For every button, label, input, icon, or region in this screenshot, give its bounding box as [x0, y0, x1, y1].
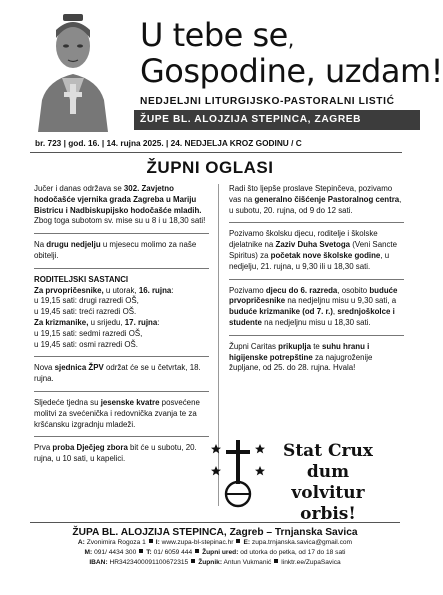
masthead [0, 0, 443, 132]
announcement-pilgrimage: Jučer i danas održava se 302. Zavjetno hodočašće vjernika grada Zagreba u Mariju Bistricu i Nadbiskupijsko hodočašće mladih. Zbog toga subotom sv. mise su u 8 i u 18,30 sati! [34, 184, 209, 234]
announcement-ember-days: Sljedeće tjedna su jesenske kvatre posvećene molitvi za svećenička i redovnička zvanja te za kršćansku izgradnju mladeži. [34, 398, 209, 437]
parish-banner: ŽUPE BL. ALOJZIJA STEPINCA, ZAGREB [134, 110, 420, 130]
list-item: u 19,45 sati: treći razredi OŠ. [34, 307, 137, 317]
list-item: u 19,15 sati: drugi razredi OŠ, [34, 296, 139, 306]
right-column [229, 184, 404, 386]
motto-line: dum volvitur [291, 462, 365, 503]
list-item: Za krizmanike, u srijedu, 17. rujna: [34, 317, 160, 327]
announcement-children-choir: Prva proba Dječjeg zbora bit će u subotu, 20. rujna, u 10 sati, u kapelici. [34, 443, 197, 464]
left-column [34, 184, 209, 477]
list-item: u 19,45 sati: osmi razredi OŠ. [34, 339, 138, 349]
footer-contact-line1: A: Zvonimira Rogoza 1 I: www.zupa-bl-stepinac.hr E: zupa.trnjanska.savica@gmail.com [77, 539, 353, 546]
email-link[interactable]: zupa.trnjanska.savica@gmail.com [251, 539, 353, 546]
list-item: Za prvopričesnike, u utorak, 16. rujna: [34, 285, 174, 295]
issue-info: br. 723 | god. 16. | 14. rujna 2025. | 24. NEDJELJA KROZ GODINU / C [35, 138, 302, 148]
linktree-link[interactable]: linktr.ee/ZupaSavica [281, 559, 341, 566]
parent-meetings-heading: RODITELJSKI SASTANCI [34, 274, 129, 284]
announcement-children-mass: Pozivamo djecu do 6. razreda, osobito buduće prvopričesnike na nedjeljnu misu u 9,30 sati, a buduće krizmanike (od 7. r.), srednjoškolce i studente na nedjeljnu misu u 18,30 sati. [229, 286, 404, 336]
motto [268, 441, 388, 525]
announcement-council: Nova sjednica ŽPV održat će se u četvrtak, 18. rujna. [34, 363, 209, 392]
motto-line: orbis! [300, 504, 356, 524]
portrait-image [28, 8, 118, 132]
list-item: u 19,15 sati: sedmi razredi OŠ, [34, 328, 143, 338]
announcement-family-prayer: Na drugu nedjelju u mjesecu molimo za naše obitelji. [34, 240, 209, 269]
footer-contact-line2: M: 091/ 4434 300 T: 01/ 6059 444 Župni ured: od utorka do petka, od 17 do 18 sati [84, 549, 346, 556]
masthead-title-line2: Gospodine, uzdam! [140, 52, 443, 90]
motto-line: Stat Crux [283, 441, 373, 461]
footer [30, 522, 400, 568]
announcement-cleaning: Radi što ljepše proslave Stepinčeva, pozivamo vas na generalno čišćenje Pastoralnog centra, u subotu, 20. rujna, od 9 do 12 sati. [229, 184, 404, 223]
footer-title: ŽUPA BL. ALOJZIJA STEPINCA, Zagreb – Trnjanska Savica [72, 527, 358, 538]
divider [30, 152, 402, 153]
footer-contact-line3: IBAN: HR3423400091100672315 Župnik: Antun Vukmanić linktr.ee/ZupaSavica [89, 559, 341, 566]
website-link[interactable]: www.zupa-bl-stepinac.hr [161, 539, 234, 546]
announcement-parent-meetings [34, 275, 209, 358]
announcement-caritas: Župni Caritas prikuplja te suhu hranu i higijenske potrepštine za najugroženije župljane, od 25. do 28. rujna. Hvala! [229, 341, 373, 373]
masthead-title-line1: U tebe se, [140, 16, 294, 54]
page-title: ŽUPNI OGLASI [146, 158, 274, 177]
announcement-school-year: Pozivamo školsku djecu, roditelje i školske djelatnike na Zaziv Duha Svetoga (Veni Sancte Spiritus) za početak nove školske godine, u nedjelju, 21. rujna, u 9,30 ili u 18,30 sati. [229, 229, 404, 279]
cross-globe-icon [210, 438, 266, 510]
masthead-subtitle: NEDJELJNI LITURGIJSKO-PASTORALNI LISTIĆ [140, 96, 395, 107]
